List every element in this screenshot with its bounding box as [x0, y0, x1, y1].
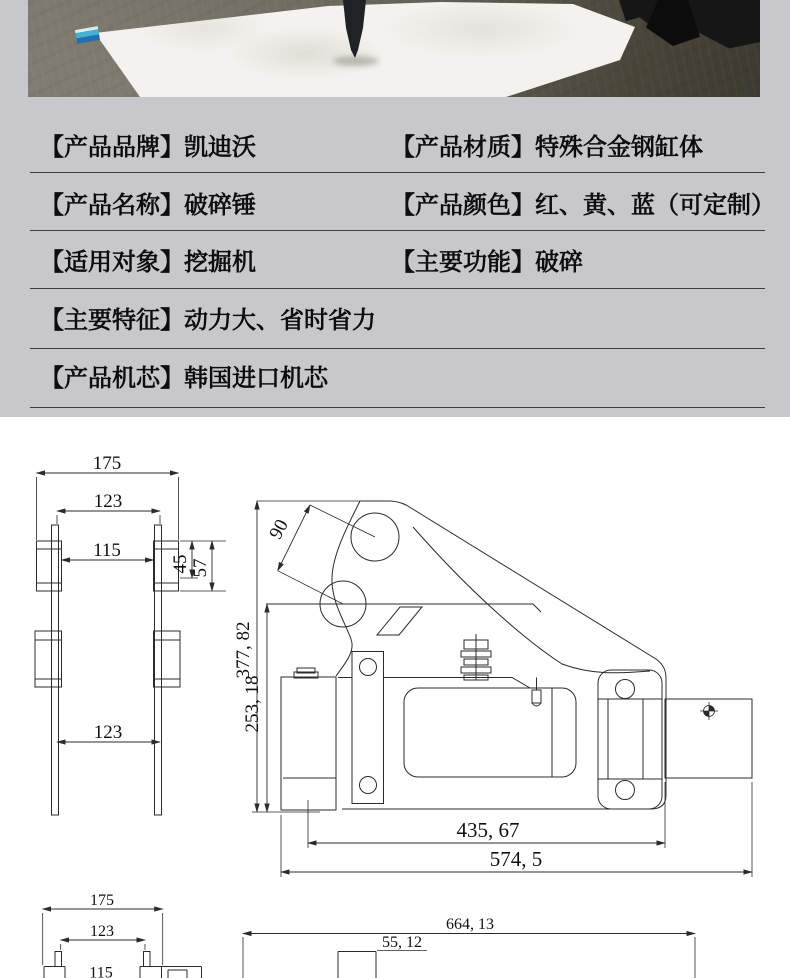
dim-label: 115: [89, 964, 113, 978]
blocks-partial: [44, 964, 202, 978]
crosshair-mark: [700, 702, 718, 720]
dim-label: 45: [170, 554, 191, 574]
product-photo: [28, 0, 760, 97]
spec-core: 【产品机芯】韩国进口机芯: [40, 365, 328, 392]
front-view: [35, 453, 226, 815]
dim-435-67: [308, 782, 665, 848]
top-view: [243, 916, 695, 978]
grease-pin: [532, 678, 541, 707]
cad-svg: [0, 417, 790, 978]
side-plate-outline: [342, 501, 666, 809]
right-stub: [144, 952, 151, 967]
row-divider: [30, 172, 765, 173]
left-stub: [55, 952, 62, 967]
dim-label: 123: [93, 722, 123, 743]
dim-label: 57: [190, 558, 211, 578]
dim-label: 55, 12: [382, 934, 422, 951]
dim-label: 115: [93, 540, 121, 561]
dim-label: 175: [92, 453, 122, 474]
row-divider: [30, 288, 765, 289]
dim-label: 574, 5: [489, 847, 543, 871]
dim-123-bottom: [57, 722, 160, 743]
dim-label: 123: [90, 923, 114, 940]
spec-function: 【主要功能】破碎: [391, 249, 583, 276]
dim-label: 664, 13: [446, 916, 494, 933]
body-lines: [283, 678, 530, 779]
tool-rest-hook: [266, 604, 541, 635]
spec-row: [0, 306, 790, 336]
side-view: [233, 501, 752, 877]
dim-123-top: [57, 491, 160, 524]
dim-377-82: [233, 501, 360, 812]
dim-label: 435, 67: [456, 818, 520, 842]
dim-55-12: [338, 934, 427, 978]
spec-row: [0, 248, 790, 278]
chisel-top-view: [338, 952, 376, 978]
spec-brand: 【产品品牌】凯迪沃: [40, 134, 256, 161]
back-head-box: [281, 668, 336, 810]
dim-123-small: [61, 923, 145, 950]
row-divider: [30, 407, 765, 408]
spec-feature: 【主要特征】动力大、省时省力: [40, 307, 376, 334]
dim-label: 253, 18: [242, 675, 263, 733]
valve-bolt-stack: [461, 634, 491, 680]
right-rod: [155, 525, 162, 815]
cavity: [404, 688, 576, 777]
middle-sleeves: [35, 631, 180, 687]
inner-slope-curve: [413, 527, 650, 673]
row-divider: [30, 230, 765, 231]
spec-row: [0, 191, 790, 221]
spec-color: 【产品颜色】红、黄、蓝（可定制）: [391, 192, 775, 219]
spec-row: [0, 364, 790, 394]
spec-target: 【适用对象】挖掘机: [40, 249, 256, 276]
row-divider: [30, 348, 765, 349]
front-view-small: [43, 892, 202, 978]
dim-label: 377, 82: [233, 621, 254, 679]
spec-material: 【产品材质】特殊合金钢缸体: [391, 134, 703, 161]
chisel-shadow: [333, 56, 379, 66]
cad-drawing: [0, 417, 790, 978]
dim-664-13: [243, 916, 695, 978]
left-rod: [52, 525, 59, 815]
dim-115: [62, 540, 154, 561]
bolt-plate: [352, 652, 384, 804]
spec-name: 【产品名称】破碎锤: [40, 192, 256, 219]
dim-label: 90: [265, 516, 293, 543]
spec-row: [0, 133, 790, 163]
mount-bracket: [598, 670, 662, 809]
dim-label: 123: [93, 491, 123, 512]
dim-label: 175: [90, 892, 114, 909]
